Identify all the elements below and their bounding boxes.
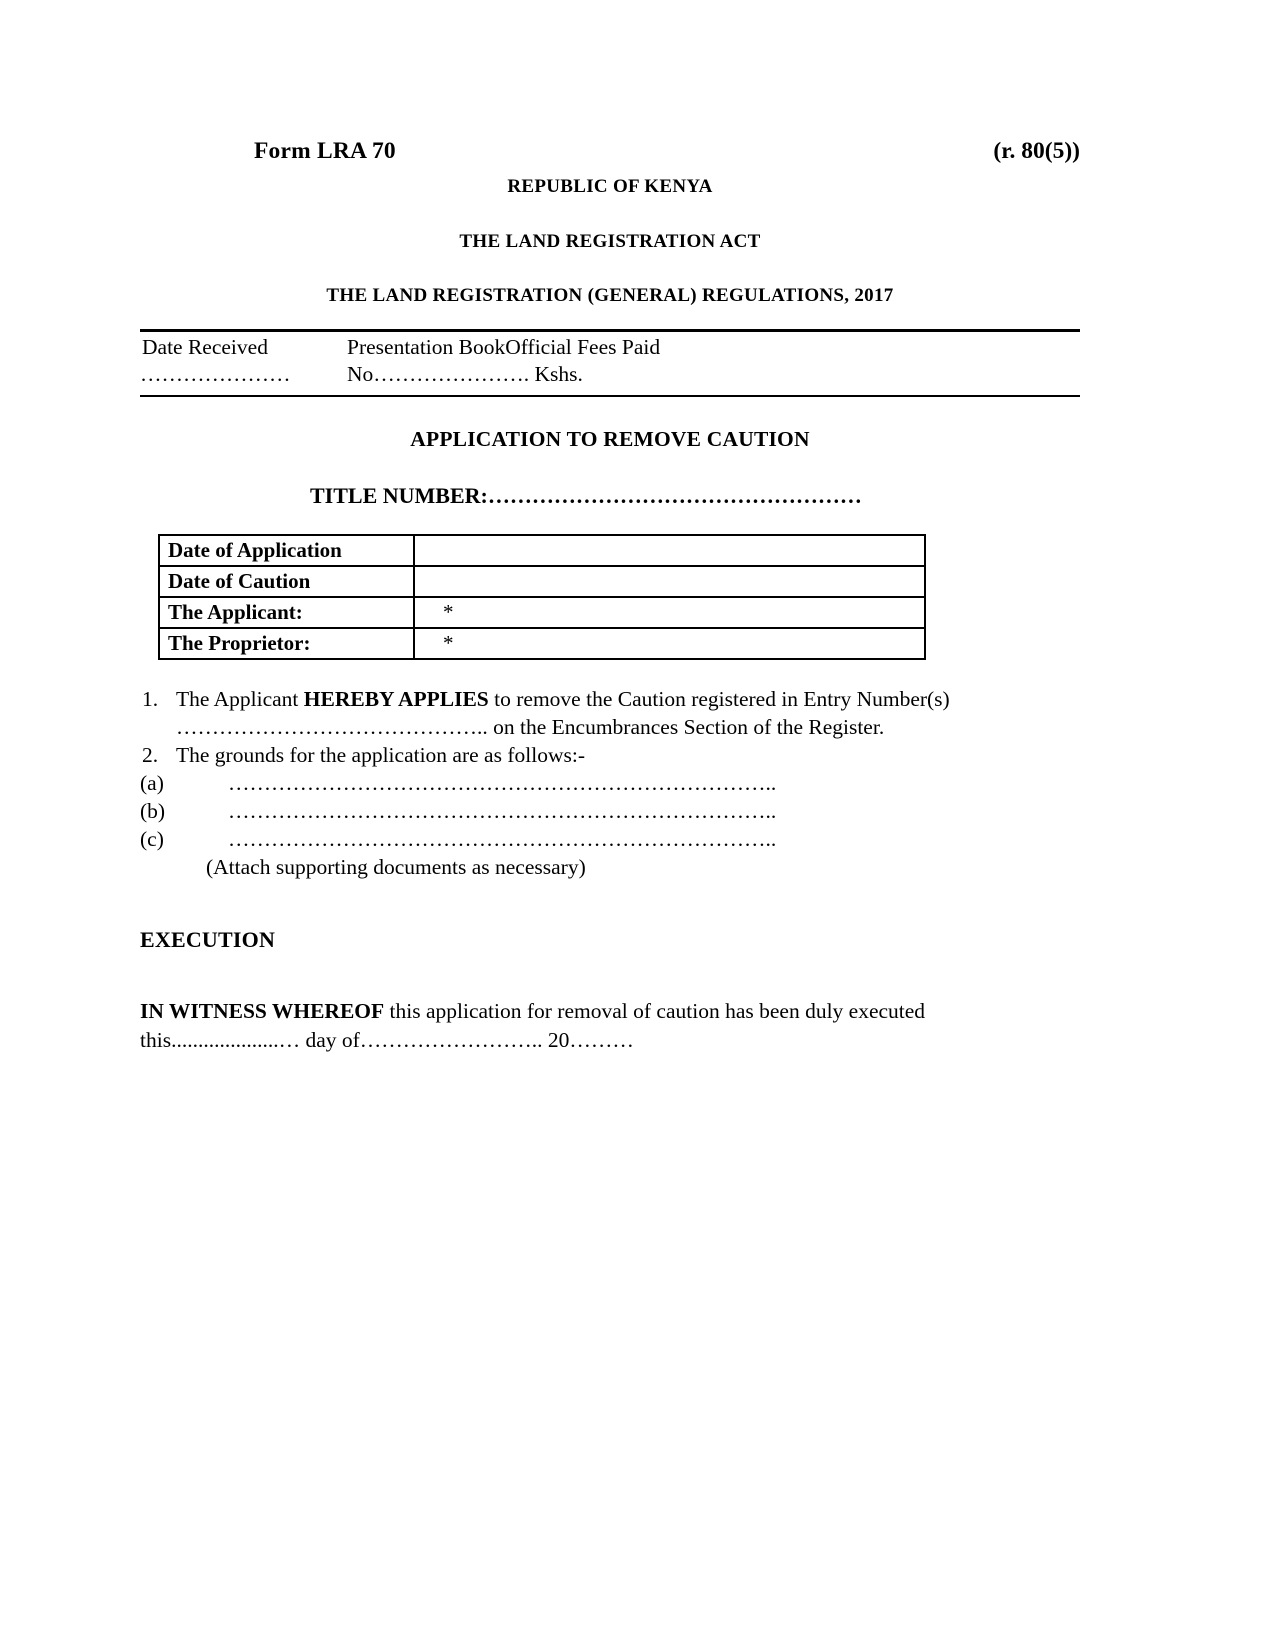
clause-1-text-a: The Applicant [176, 687, 304, 711]
regulation-reference: (r. 80(5)) [993, 138, 1080, 164]
presentation-book-label: Presentation BookOfficial Fees Paid [347, 335, 661, 359]
clause-1-entry-field[interactable]: …………………………………….. [176, 715, 488, 739]
ground-a-marker: (a) [140, 771, 164, 795]
witness-text: this application for removal of caution has been duly executed [384, 999, 926, 1023]
details-table [158, 534, 926, 660]
clause-2 [140, 741, 1080, 769]
clause-1-text-b: to remove the Caution registered in Entry Number(s) [488, 687, 950, 711]
title-number-field[interactable]: …………………………………………… [487, 483, 862, 508]
date-received-field[interactable]: ………………… [140, 362, 291, 386]
clause-1-line2-text: on the Encumbrances Section of the Register. [487, 715, 885, 739]
receipt-strip [140, 329, 1080, 397]
ground-c-field[interactable]: ………………………………………………………………….. [228, 827, 777, 851]
page-title: APPLICATION TO REMOVE CAUTION [410, 427, 810, 451]
clause-1 [140, 685, 1080, 741]
regulations-heading: THE LAND REGISTRATION (GENERAL) REGULATIONS, 2017 [326, 285, 894, 306]
clause-2-number: 2. [142, 743, 159, 767]
row-label-date-of-application: Date of Application [159, 535, 414, 566]
row-label-proprietor: The Proprietor: [159, 628, 414, 659]
ground-c-marker: (c) [140, 827, 164, 851]
clause-1-emphasis: HEREBY APPLIES [303, 687, 489, 711]
republic-heading: REPUBLIC OF KENYA [507, 176, 713, 197]
witness-paragraph [140, 997, 1080, 1055]
clauses-section [140, 685, 1080, 881]
ground-b-field[interactable]: ………………………………………………………………….. [228, 799, 777, 823]
clause-1-line2 [176, 713, 1080, 741]
row-value-date-of-application[interactable] [414, 535, 925, 566]
title-number-label: TITLE NUMBER: [310, 483, 488, 508]
date-received-label: Date Received [142, 335, 268, 359]
attach-documents-note: (Attach supporting documents as necessary) [206, 855, 586, 879]
ground-b-marker: (b) [140, 799, 166, 823]
table-row [159, 628, 925, 659]
row-label-applicant: The Applicant: [159, 597, 414, 628]
table-row [159, 535, 925, 566]
ground-b [140, 797, 1080, 825]
table-row [159, 597, 925, 628]
document-content [140, 0, 1080, 1055]
row-value-date-of-caution[interactable] [414, 566, 925, 597]
table-row [159, 566, 925, 597]
row-value-proprietor[interactable]: * [414, 628, 925, 659]
execution-heading: EXECUTION [140, 927, 276, 952]
clause-2-text: The grounds for the application are as follows:- [176, 743, 585, 767]
header-row [140, 138, 1080, 172]
act-heading: THE LAND REGISTRATION ACT [459, 231, 761, 252]
row-label-date-of-caution: Date of Caution [159, 566, 414, 597]
witness-date-field[interactable]: this....................… day of…………………….. 20……… [140, 1028, 634, 1052]
row-value-applicant[interactable]: * [414, 597, 925, 628]
title-number-row [140, 483, 1080, 509]
ground-a-field[interactable]: ………………………………………………………………….. [228, 771, 777, 795]
presentation-book-field[interactable]: No…………………. Kshs. [347, 362, 583, 386]
form-code: Form LRA 70 [254, 138, 396, 164]
clause-1-number: 1. [142, 687, 159, 711]
ground-a [140, 769, 1080, 797]
ground-c [140, 825, 1080, 853]
witness-emphasis: IN WITNESS WHEREOF [140, 999, 385, 1023]
